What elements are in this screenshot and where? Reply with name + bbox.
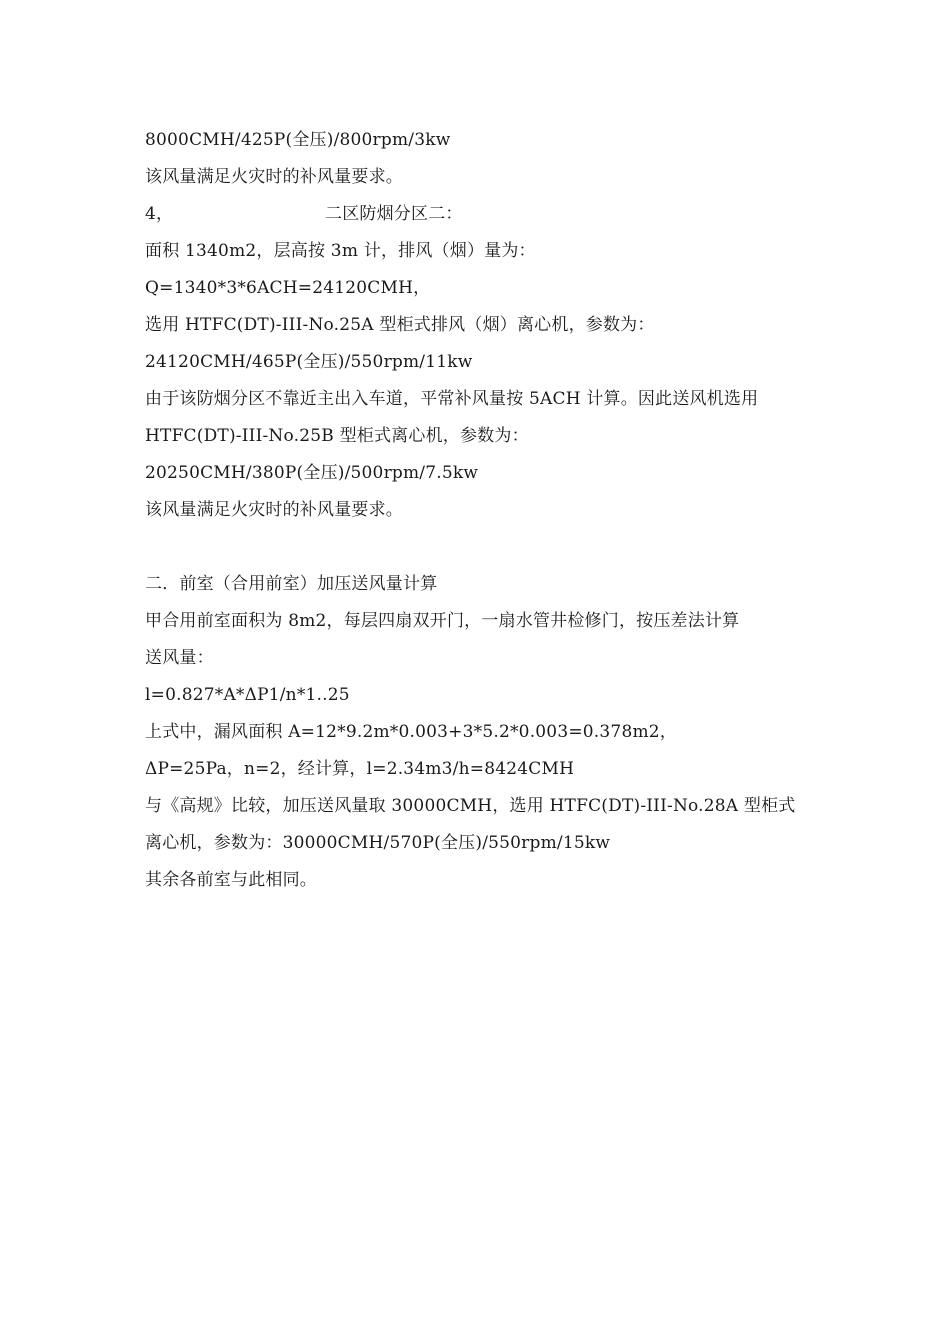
area-line: 面积 1340m2，层高按 3m 计，排风（烟）量为： <box>145 241 536 261</box>
explanation-line: 由于该防烟分区不靠近主出入车道，平常补风量按 5ACH 计算。因此送风机选用 <box>145 389 759 409</box>
formula-line: Q=1340*3*6ACH=24120CMH， <box>145 278 431 298</box>
fan-params-line: 8000CMH/425P(全压)/800rpm/3kw <box>145 130 451 150</box>
paragraph-line: 送风量： <box>145 648 214 668</box>
paragraph-line: 甲合用前室面积为 8m2，每层四扇双开门，一扇水管井检修门，按压差法计算 <box>145 611 740 631</box>
fan-params-line: 20250CMH/380P(全压)/500rpm/7.5kw <box>145 463 479 483</box>
fan-params-line: 24120CMH/465P(全压)/550rpm/11kw <box>145 352 473 372</box>
item-number: 4， <box>145 204 174 224</box>
requirement-note: 该风量满足火灾时的补风量要求。 <box>145 167 403 187</box>
requirement-note: 该风量满足火灾时的补风量要求。 <box>145 500 403 520</box>
paragraph-line: 上式中，漏风面积 A=12*9.2m*0.003+3*5.2*0.003=0.378m2， <box>145 722 677 742</box>
paragraph-gap <box>145 529 825 566</box>
paragraph-line: 离心机，参数为：30000CMH/570P(全压)/550rpm/15kw <box>145 833 611 853</box>
section-item-4 <box>145 196 825 233</box>
selection-line: HTFC(DT)-III-No.25B 型柜式离心机，参数为： <box>145 426 529 446</box>
closing-line: 其余各前室与此相同。 <box>145 870 317 890</box>
paragraph-line: ΔP=25Pa，n=2，经计算，l=2.34m3/h=8424CMH <box>145 759 575 779</box>
item-title: 二区防烟分区二： <box>325 204 463 224</box>
section-heading: 二．前室（合用前室）加压送风量计算 <box>145 574 438 594</box>
selection-line: 选用 HTFC(DT)-III-No.25A 型柜式排风（烟）离心机，参数为： <box>145 315 655 335</box>
paragraph-line: 与《高规》比较，加压送风量取 30000CMH，选用 HTFC(DT)-III-No.28A 型柜式 <box>145 796 796 816</box>
document-body <box>145 122 825 899</box>
formula-line: l=0.827*A*ΔP1/n*1..25 <box>145 685 350 705</box>
